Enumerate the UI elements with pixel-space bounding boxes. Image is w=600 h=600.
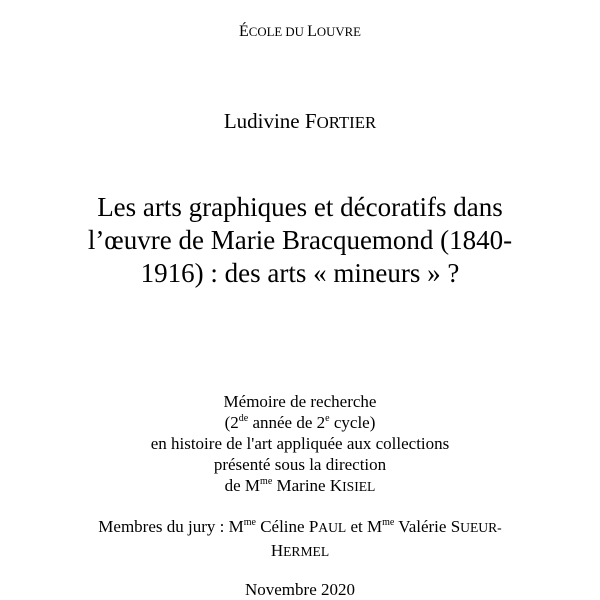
memoire-level-mid: année de 2 xyxy=(248,413,326,432)
jury-label: Membres du jury : M xyxy=(98,517,244,536)
thesis-title-line-3: 1916) : des arts « mineurs » ? xyxy=(140,258,460,288)
author-name xyxy=(0,108,600,136)
school-name-part2: DU xyxy=(282,25,308,39)
director-last-initial: K xyxy=(329,476,343,495)
jury-members xyxy=(70,515,530,563)
author-first-name: Ludivine xyxy=(223,109,305,133)
director-first-name: Marine xyxy=(272,476,330,495)
thesis-title xyxy=(60,191,540,290)
thesis-title-line-1: Les arts graphiques et décoratifs dans xyxy=(97,192,503,222)
jury-member-2-first: Valérie xyxy=(394,517,451,536)
memoire-director xyxy=(0,475,600,497)
school-name-part1: COLE xyxy=(248,25,283,39)
memoire-field: en histoire de l'art appliquée aux collections xyxy=(150,434,450,453)
director-title-sup: me xyxy=(260,476,273,487)
memoire-direction: présenté sous la direction xyxy=(213,455,387,474)
memoire-level-close: cycle) xyxy=(329,413,376,432)
jury-member-2-line2-initial: H xyxy=(270,541,284,560)
director-last-rest: ISIEL xyxy=(342,479,376,494)
memoire-level xyxy=(0,412,600,433)
jury-title-sup-2: me xyxy=(382,517,395,528)
memoire-type: Mémoire de recherche xyxy=(223,392,377,411)
jury-title-sup-1: me xyxy=(243,517,256,528)
jury-member-1-last-initial: P xyxy=(308,517,319,536)
author-last-rest: ORTIER xyxy=(316,113,377,132)
director-prefix: de M xyxy=(224,476,261,495)
jury-line-1 xyxy=(70,515,530,539)
jury-member-2-last-rest: UEUR- xyxy=(460,520,502,535)
school-name-initial-2: L xyxy=(307,23,317,40)
jury-member-2-last-initial: S xyxy=(450,517,461,536)
thesis-title-line-2: l’œuvre de Marie Bracquemond (1840- xyxy=(87,225,513,255)
memoire-info xyxy=(0,391,600,497)
memoire-level-sup-2: e xyxy=(325,413,330,424)
school-name-part3: OUVRE xyxy=(316,25,361,39)
jury-member-1-last-rest: AUL xyxy=(318,520,347,535)
submission-date: Novembre 2020 xyxy=(244,580,355,599)
author-last-initial: F xyxy=(304,109,317,133)
memoire-level-sup-1: de xyxy=(238,413,249,424)
jury-line-2 xyxy=(70,539,530,563)
school-name-initial: É xyxy=(239,23,249,40)
jury-member-2-line2-rest: ERMEL xyxy=(283,544,330,559)
school-name xyxy=(0,22,600,42)
jury-connector: et M xyxy=(346,517,383,536)
memoire-level-open: (2 xyxy=(224,413,239,432)
jury-member-1-first: Céline xyxy=(255,517,309,536)
